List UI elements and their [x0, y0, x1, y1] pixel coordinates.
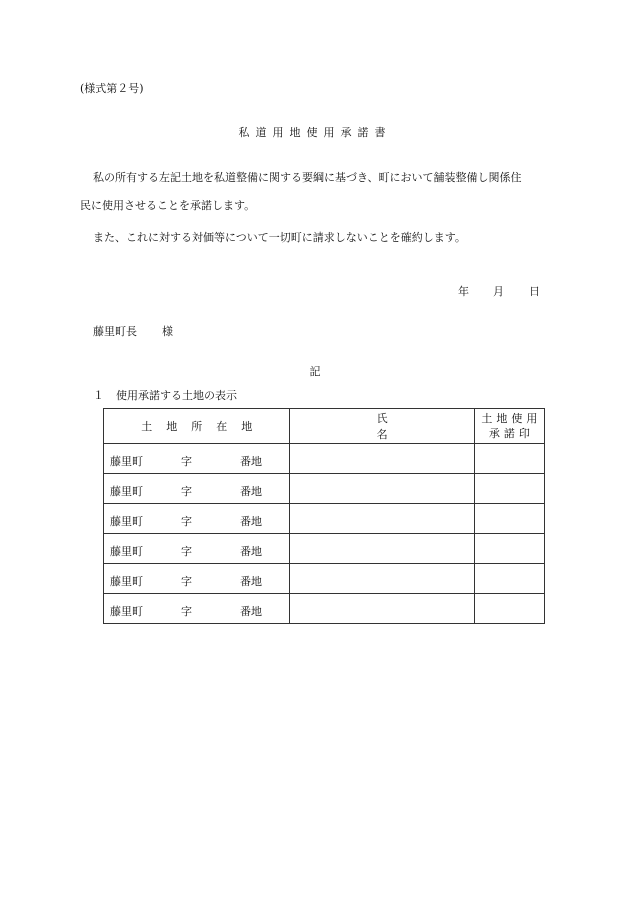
recipient-name: 藤里町長 — [93, 325, 137, 338]
seal-field[interactable] — [474, 564, 544, 594]
table-row — [104, 564, 545, 594]
seal-field[interactable] — [474, 444, 544, 474]
land-table — [103, 408, 545, 624]
header-seal-line-1: 土地使用 — [481, 412, 542, 425]
seal-field[interactable] — [474, 474, 544, 504]
table-row — [104, 474, 545, 504]
aza-label: 字 — [181, 455, 192, 468]
header-seal — [474, 409, 544, 444]
document-title: 私道用地使用承諾書 — [238, 126, 392, 139]
town-label: 藤里町 — [110, 515, 143, 528]
banchi-label: 番地 — [240, 455, 262, 468]
aza-label: 字 — [181, 575, 192, 588]
header-name: 氏名 — [290, 409, 474, 444]
date-month-label: 月 — [493, 285, 504, 298]
date-day-label: 日 — [529, 285, 540, 298]
consent-paragraph-line-1: 私の所有する左記土地を私道整備に関する要綱に基づき、町において舗装整備し関係住 — [93, 171, 522, 184]
header-location: 土地所在地 — [104, 409, 290, 444]
name-field[interactable] — [290, 594, 474, 624]
town-label: 藤里町 — [110, 575, 143, 588]
no-claim-paragraph: また、これに対する対価等について一切町に請求しないことを確約します。 — [93, 231, 466, 244]
consent-paragraph-line-2: 民に使用させることを承諾します。 — [80, 199, 256, 212]
name-field[interactable] — [290, 564, 474, 594]
town-label: 藤里町 — [110, 455, 143, 468]
name-field[interactable] — [290, 504, 474, 534]
location-cell — [104, 504, 290, 534]
table-header-row — [104, 409, 545, 444]
aza-label: 字 — [181, 515, 192, 528]
location-cell — [104, 564, 290, 594]
location-cell — [104, 474, 290, 504]
name-field[interactable] — [290, 444, 474, 474]
aza-label: 字 — [181, 485, 192, 498]
table-row — [104, 444, 545, 474]
table-row — [104, 534, 545, 564]
table-row — [104, 594, 545, 624]
table-row — [104, 504, 545, 534]
banchi-label: 番地 — [240, 515, 262, 528]
town-label: 藤里町 — [110, 545, 143, 558]
header-seal-line-2: 承諾印 — [488, 427, 534, 440]
aza-label: 字 — [181, 605, 192, 618]
banchi-label: 番地 — [240, 485, 262, 498]
seal-field[interactable] — [474, 504, 544, 534]
town-label: 藤里町 — [110, 485, 143, 498]
seal-field[interactable] — [474, 594, 544, 624]
location-cell — [104, 534, 290, 564]
town-label: 藤里町 — [110, 605, 143, 618]
section-number: １ — [93, 389, 104, 402]
banchi-label: 番地 — [240, 575, 262, 588]
ki-heading: 記 — [309, 365, 321, 378]
name-field[interactable] — [290, 474, 474, 504]
recipient-honorific: 様 — [162, 325, 173, 338]
location-cell — [104, 594, 290, 624]
name-field[interactable] — [290, 534, 474, 564]
section-title: 使用承諾する土地の表示 — [116, 389, 237, 402]
location-cell — [104, 444, 290, 474]
aza-label: 字 — [181, 545, 192, 558]
seal-field[interactable] — [474, 534, 544, 564]
banchi-label: 番地 — [240, 605, 262, 618]
date-year-label: 年 — [458, 285, 469, 298]
banchi-label: 番地 — [240, 545, 262, 558]
form-number: (様式第２号) — [80, 82, 144, 95]
